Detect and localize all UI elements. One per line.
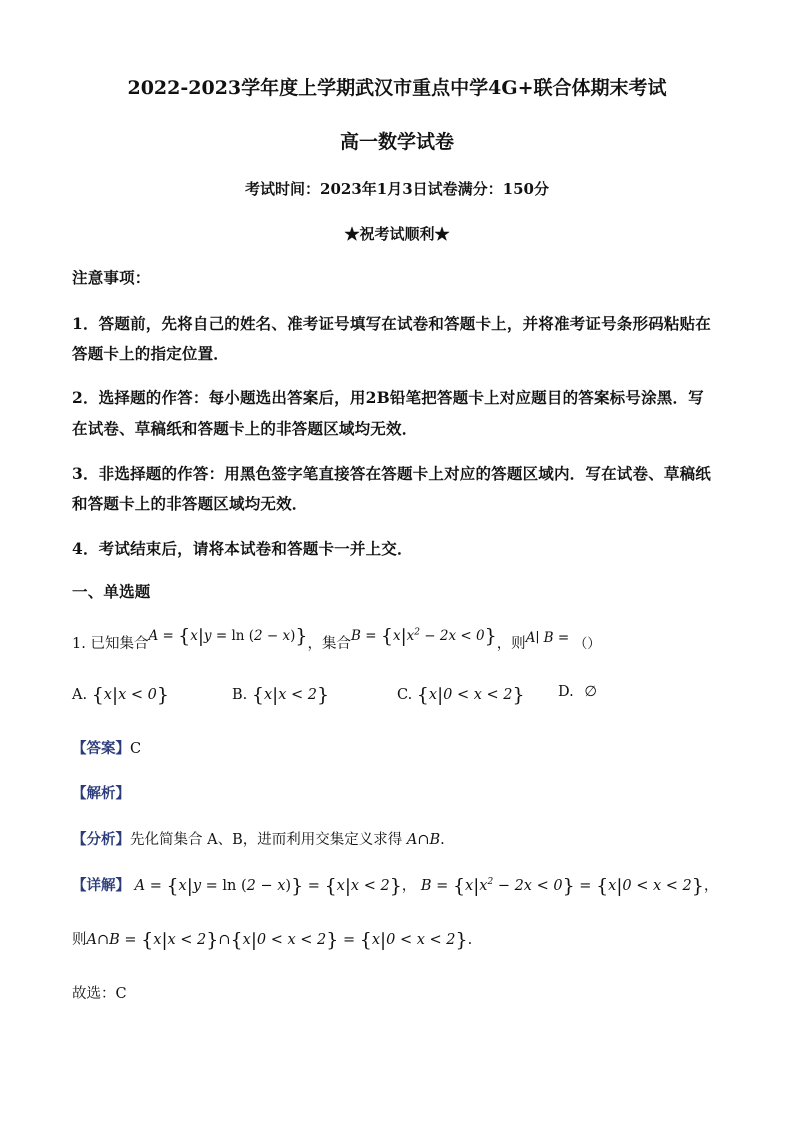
intersection-result-row: 则A∩B = {x|x < 2}∩{x|0 < x < 2} = {x|0 < x < 2}. — [72, 929, 473, 951]
question-1-mid-2: ，则 — [496, 636, 526, 652]
exam-blessing: ★祝考试顺利★ — [344, 225, 450, 243]
option-b-label: B. — [232, 687, 248, 703]
question-1-mid-1: ，集合 — [307, 636, 352, 652]
notice-item-1-line-1: 1．答题前，先将自己的姓名、准考证号填写在试卷和答题卡上，并将准考证号条形码粘贴在 — [72, 314, 711, 333]
option-a-label: A. — [72, 687, 88, 703]
set-a-definition: A = {x|y = ln (2 − x)} — [148, 625, 308, 647]
exam-title: 2022-2023学年度上学期武汉市重点中学4G+联合体期末考试 — [127, 77, 667, 99]
option-a-value: {x|x < 0} — [91, 684, 169, 706]
option-d — [558, 684, 597, 700]
notice-item-3-line-2: 和答题卡上的非答题区域均无效． — [72, 494, 308, 513]
then-label: 则 — [72, 932, 87, 948]
xiangjie-row: 【详解】 A = {x|y = ln (2 − x)} = {x|x < 2}， $B = \{x|x^2 - 2x < 0\} = \{x|0 < x < 2\}$， — [72, 875, 719, 897]
option-c-label: C. — [397, 687, 413, 703]
exam-info: 考试时间：2023年1月3日试卷满分：150分 — [245, 180, 549, 198]
xiangjie-tag: 【详解】 — [72, 877, 130, 894]
answer-row — [72, 737, 141, 758]
option-a — [72, 684, 169, 706]
intersection-result: A∩B = {x|x < 2}∩{x|0 < x < 2} = {x|0 < x < 2} — [86, 929, 468, 951]
fenxi-intersection: A∩B — [406, 832, 441, 848]
option-d-value: ∅ — [584, 684, 597, 700]
notice-item-1-line-2: 答题卡上的指定位置． — [72, 344, 230, 363]
question-1-prefix: 1. 已知集合 — [72, 636, 149, 652]
answer-tag: 【答案】 — [72, 740, 130, 757]
exam-subtitle: 高一数学试卷 — [339, 131, 454, 153]
analysis-tag: 【解析】 — [72, 785, 130, 802]
set-b-simplified: $B = \{x|x^2 - 2x < 0\} = \{x|0 < x < 2\}$ — [420, 875, 704, 897]
option-d-label: D. — [558, 684, 574, 700]
option-c-value: {x|0 < x < 2} — [416, 684, 525, 706]
notice-item-2-line-2: 在试卷、草稿纸和答题卡上的非答题区域均无效． — [72, 419, 418, 438]
notice-item-4: 4．考试结束后，请将本试卷和答题卡一并上交． — [72, 539, 413, 558]
intersection-expression: A∣ B = — [525, 630, 570, 646]
fenxi-text: 先化简集合 A、B，进而利用交集定义求得 — [130, 832, 403, 848]
question-1-suffix: （） — [573, 636, 601, 652]
notice-item-3-line-1: 3．非选择题的作答：用黑色签字笔直接答在答题卡上对应的答题区域内．写在试卷、草稿纸 — [72, 464, 711, 483]
option-b-value: {x|x < 2} — [251, 684, 330, 706]
analysis-row — [72, 782, 130, 803]
section-heading: 一、单选题 — [72, 582, 151, 601]
question-1-stem — [72, 625, 601, 655]
notice-heading: 注意事项： — [72, 268, 151, 287]
set-a-simplified: A = {x|y = ln (2 − x)} = {x|x < 2} — [134, 875, 402, 897]
answer-value: C — [130, 741, 142, 757]
option-b — [232, 684, 329, 706]
notice-item-2-line-1: 2．选择题的作答：每小题选出答案后，用2B铅笔把答题卡上对应题目的答案标号涂黑．写 — [72, 388, 704, 407]
option-c — [397, 684, 525, 706]
final-answer: 故选：C — [72, 986, 127, 1002]
fenxi-tag: 【分析】 — [72, 831, 130, 848]
set-b-definition: $B = \{x|x^2 - 2x < 0\}$ — [351, 625, 497, 647]
fenxi-row: 【分析】先化简集合 A、B，进而利用交集定义求得 A∩B. — [72, 831, 445, 848]
